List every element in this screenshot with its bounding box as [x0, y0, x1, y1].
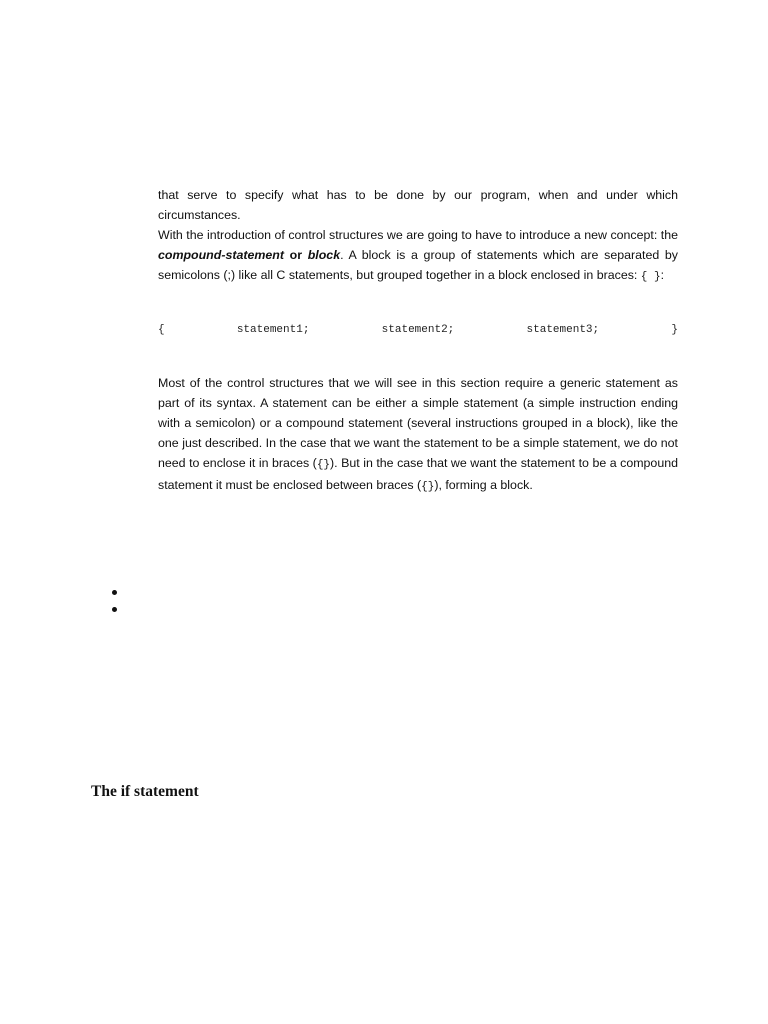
paragraph-compound-part1: With the introduction of control structures we are going to have to introduce a new concept: the: [158, 228, 678, 242]
term-block: block: [307, 248, 341, 262]
paragraph-statement-part1: Most of the control structures that we will see in this section require a generic statement as part of its syntax. A statement can be either a simple statement (a simple instruction ending with a semicolon) or a compound statement (several instructions grouped in a block), like the one just described. In the case that we want the statement to be a simple statement, we do not need to enclose it in braces (: [158, 376, 678, 470]
code-example-block: [158, 321, 678, 339]
paragraph-statement-types: [158, 373, 678, 497]
bullet-icon: [112, 590, 117, 595]
paragraph-intro: [158, 185, 678, 225]
inline-code-braces-2: {}: [421, 481, 435, 493]
inline-code-braces-1: {}: [316, 459, 331, 471]
paragraph-compound-statement: [158, 225, 678, 287]
code-close-brace: }: [671, 324, 678, 336]
inline-code-braces: { }: [640, 271, 661, 283]
section-heading: The if statement: [91, 783, 199, 800]
code-statement2: statement2;: [381, 324, 455, 336]
paragraph-compound-part2: . A block is a group of statements which are separated by semicolons (;) like all C statements, but grouped together in a block enclosed in braces:: [158, 248, 678, 282]
paragraph-compound-part3: :: [660, 268, 665, 282]
term-connector: or: [283, 248, 308, 262]
code-open-brace: {: [158, 324, 165, 336]
bullet-icon: [112, 607, 117, 612]
paragraph-statement-part3: ), forming a block.: [434, 478, 533, 492]
code-statement1: statement1;: [236, 324, 310, 336]
term-compound-statement: compound-statement: [158, 248, 284, 262]
code-statement3: statement3;: [526, 324, 600, 336]
paragraph-intro-text: that serve to specify what has to be done by our program, when and under which circumstances.: [158, 188, 678, 222]
paragraph-statement-part2: ). But in the case that we want the statement to be a compound statement it must be enclosed between braces (: [158, 456, 678, 492]
